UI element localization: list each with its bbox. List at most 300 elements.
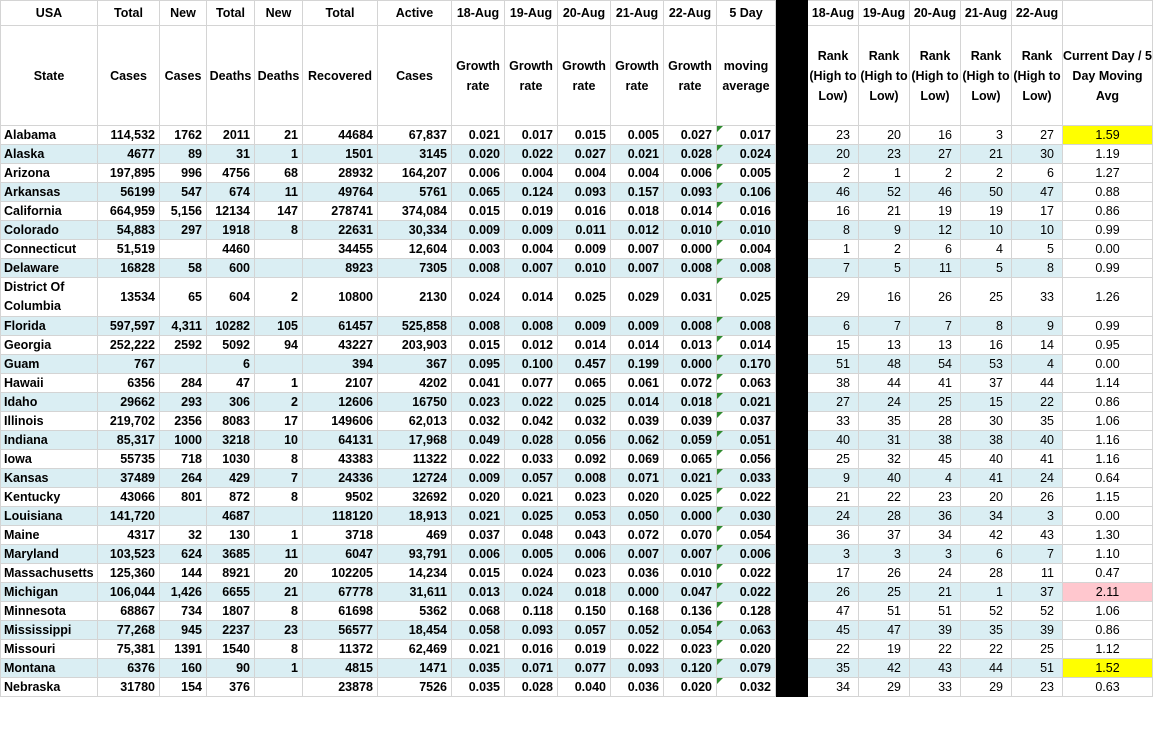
moving-average-cell[interactable]: 0.063 <box>717 374 776 393</box>
rank-cell[interactable]: 17 <box>1012 202 1063 221</box>
count-cell[interactable]: 1030 <box>207 450 255 469</box>
state-name-cell[interactable]: Maine <box>1 526 98 545</box>
count-cell[interactable]: 1807 <box>207 602 255 621</box>
ratio-cell[interactable]: 1.27 <box>1063 164 1153 183</box>
growth-rate-cell[interactable]: 0.014 <box>558 336 611 355</box>
ratio-cell[interactable]: 1.10 <box>1063 545 1153 564</box>
moving-average-cell[interactable]: 0.106 <box>717 183 776 202</box>
ratio-cell[interactable]: 0.86 <box>1063 393 1153 412</box>
count-cell[interactable]: 68867 <box>98 602 160 621</box>
moving-average-cell[interactable]: 0.020 <box>717 640 776 659</box>
rank-cell[interactable]: 23 <box>859 145 910 164</box>
count-cell[interactable]: 2237 <box>207 621 255 640</box>
header-cell[interactable]: Rank (High to Low) <box>1012 26 1063 126</box>
count-cell[interactable]: 8 <box>255 640 303 659</box>
count-cell[interactable]: 67,837 <box>378 126 452 145</box>
count-cell[interactable]: 2 <box>255 393 303 412</box>
count-cell[interactable]: 367 <box>378 355 452 374</box>
moving-average-cell[interactable]: 0.017 <box>717 126 776 145</box>
rank-cell[interactable]: 19 <box>961 202 1012 221</box>
rank-cell[interactable]: 46 <box>910 183 961 202</box>
growth-rate-cell[interactable]: 0.007 <box>664 545 717 564</box>
count-cell[interactable]: 58 <box>160 259 207 278</box>
growth-rate-cell[interactable]: 0.025 <box>558 393 611 412</box>
rank-cell[interactable]: 23 <box>910 488 961 507</box>
growth-rate-cell[interactable]: 0.008 <box>664 259 717 278</box>
count-cell[interactable]: 114,532 <box>98 126 160 145</box>
count-cell[interactable]: 4687 <box>207 507 255 526</box>
count-cell[interactable]: 8083 <box>207 412 255 431</box>
rank-cell[interactable]: 28 <box>910 412 961 431</box>
growth-rate-cell[interactable]: 0.072 <box>611 526 664 545</box>
header-cell[interactable]: Growth rate <box>505 26 558 126</box>
rank-cell[interactable]: 50 <box>961 183 1012 202</box>
count-cell[interactable]: 278741 <box>303 202 378 221</box>
rank-cell[interactable]: 27 <box>910 145 961 164</box>
count-cell[interactable]: 7 <box>255 469 303 488</box>
growth-rate-cell[interactable]: 0.015 <box>452 564 505 583</box>
rank-cell[interactable]: 34 <box>961 507 1012 526</box>
growth-rate-cell[interactable]: 0.000 <box>664 240 717 259</box>
growth-rate-cell[interactable]: 0.050 <box>611 507 664 526</box>
count-cell[interactable]: 34455 <box>303 240 378 259</box>
count-cell[interactable]: 284 <box>160 374 207 393</box>
count-cell[interactable]: 31,611 <box>378 583 452 602</box>
count-cell[interactable]: 20 <box>255 564 303 583</box>
rank-cell[interactable]: 9 <box>859 221 910 240</box>
count-cell[interactable]: 374,084 <box>378 202 452 221</box>
growth-rate-cell[interactable]: 0.023 <box>452 393 505 412</box>
ratio-cell[interactable]: 1.12 <box>1063 640 1153 659</box>
growth-rate-cell[interactable]: 0.010 <box>558 259 611 278</box>
rank-cell[interactable]: 25 <box>808 450 859 469</box>
rank-cell[interactable]: 26 <box>808 583 859 602</box>
count-cell[interactable]: 2356 <box>160 412 207 431</box>
growth-rate-cell[interactable]: 0.027 <box>664 126 717 145</box>
header-cell[interactable]: 22-Aug <box>664 1 717 26</box>
growth-rate-cell[interactable]: 0.157 <box>611 183 664 202</box>
count-cell[interactable]: 130 <box>207 526 255 545</box>
rank-cell[interactable]: 41 <box>1012 450 1063 469</box>
count-cell[interactable]: 624 <box>160 545 207 564</box>
rank-cell[interactable]: 2 <box>808 164 859 183</box>
growth-rate-cell[interactable]: 0.010 <box>664 221 717 240</box>
count-cell[interactable]: 8 <box>255 488 303 507</box>
growth-rate-cell[interactable]: 0.006 <box>452 164 505 183</box>
rank-cell[interactable]: 25 <box>910 393 961 412</box>
ratio-cell[interactable]: 1.19 <box>1063 145 1153 164</box>
ratio-cell[interactable]: 0.86 <box>1063 202 1153 221</box>
count-cell[interactable]: 3718 <box>303 526 378 545</box>
growth-rate-cell[interactable]: 0.018 <box>558 583 611 602</box>
moving-average-cell[interactable]: 0.056 <box>717 450 776 469</box>
rank-cell[interactable]: 51 <box>808 355 859 374</box>
state-name-cell[interactable]: Arizona <box>1 164 98 183</box>
header-cell[interactable]: Rank (High to Low) <box>910 26 961 126</box>
growth-rate-cell[interactable]: 0.007 <box>611 240 664 259</box>
growth-rate-cell[interactable]: 0.021 <box>452 126 505 145</box>
rank-cell[interactable]: 19 <box>910 202 961 221</box>
count-cell[interactable]: 1 <box>255 145 303 164</box>
count-cell[interactable]: 89 <box>160 145 207 164</box>
growth-rate-cell[interactable]: 0.000 <box>664 507 717 526</box>
count-cell[interactable]: 718 <box>160 450 207 469</box>
growth-rate-cell[interactable]: 0.095 <box>452 355 505 374</box>
rank-cell[interactable]: 36 <box>910 507 961 526</box>
growth-rate-cell[interactable]: 0.036 <box>611 564 664 583</box>
growth-rate-cell[interactable]: 0.025 <box>558 278 611 317</box>
rank-cell[interactable]: 27 <box>1012 126 1063 145</box>
state-name-cell[interactable]: Maryland <box>1 545 98 564</box>
growth-rate-cell[interactable]: 0.028 <box>505 431 558 450</box>
rank-cell[interactable]: 6 <box>1012 164 1063 183</box>
rank-cell[interactable]: 47 <box>1012 183 1063 202</box>
count-cell[interactable]: 30,334 <box>378 221 452 240</box>
growth-rate-cell[interactable]: 0.136 <box>664 602 717 621</box>
count-cell[interactable]: 61698 <box>303 602 378 621</box>
rank-cell[interactable]: 27 <box>808 393 859 412</box>
moving-average-cell[interactable]: 0.170 <box>717 355 776 374</box>
growth-rate-cell[interactable]: 0.015 <box>558 126 611 145</box>
growth-rate-cell[interactable]: 0.020 <box>611 488 664 507</box>
count-cell[interactable]: 6376 <box>98 659 160 678</box>
count-cell[interactable]: 31 <box>207 145 255 164</box>
count-cell[interactable]: 2107 <box>303 374 378 393</box>
count-cell[interactable]: 12724 <box>378 469 452 488</box>
growth-rate-cell[interactable]: 0.009 <box>558 317 611 336</box>
count-cell[interactable]: 11322 <box>378 450 452 469</box>
moving-average-cell[interactable]: 0.004 <box>717 240 776 259</box>
count-cell[interactable]: 11372 <box>303 640 378 659</box>
count-cell[interactable]: 9502 <box>303 488 378 507</box>
growth-rate-cell[interactable]: 0.040 <box>558 678 611 697</box>
rank-cell[interactable]: 22 <box>808 640 859 659</box>
count-cell[interactable]: 1,426 <box>160 583 207 602</box>
count-cell[interactable]: 469 <box>378 526 452 545</box>
growth-rate-cell[interactable]: 0.025 <box>505 507 558 526</box>
growth-rate-cell[interactable]: 0.061 <box>611 374 664 393</box>
growth-rate-cell[interactable]: 0.020 <box>452 145 505 164</box>
count-cell[interactable] <box>160 240 207 259</box>
rank-cell[interactable]: 13 <box>910 336 961 355</box>
rank-cell[interactable]: 7 <box>808 259 859 278</box>
growth-rate-cell[interactable]: 0.004 <box>505 240 558 259</box>
rank-cell[interactable]: 30 <box>961 412 1012 431</box>
count-cell[interactable]: 734 <box>160 602 207 621</box>
moving-average-cell[interactable]: 0.025 <box>717 278 776 317</box>
header-cell[interactable]: Growth rate <box>664 26 717 126</box>
count-cell[interactable]: 16828 <box>98 259 160 278</box>
rank-cell[interactable]: 16 <box>961 336 1012 355</box>
rank-cell[interactable]: 28 <box>859 507 910 526</box>
count-cell[interactable]: 1 <box>255 374 303 393</box>
growth-rate-cell[interactable]: 0.028 <box>505 678 558 697</box>
rank-cell[interactable]: 1 <box>961 583 1012 602</box>
moving-average-cell[interactable]: 0.128 <box>717 602 776 621</box>
ratio-cell[interactable]: 0.86 <box>1063 621 1153 640</box>
count-cell[interactable]: 1918 <box>207 221 255 240</box>
header-cell[interactable]: Deaths <box>207 26 255 126</box>
ratio-cell[interactable]: 1.06 <box>1063 602 1153 621</box>
moving-average-cell[interactable]: 0.008 <box>717 259 776 278</box>
moving-average-cell[interactable]: 0.030 <box>717 507 776 526</box>
count-cell[interactable]: 2130 <box>378 278 452 317</box>
count-cell[interactable]: 12606 <box>303 393 378 412</box>
count-cell[interactable]: 297 <box>160 221 207 240</box>
growth-rate-cell[interactable]: 0.056 <box>558 431 611 450</box>
count-cell[interactable]: 767 <box>98 355 160 374</box>
rank-cell[interactable]: 25 <box>1012 640 1063 659</box>
rank-cell[interactable]: 5 <box>859 259 910 278</box>
moving-average-cell[interactable]: 0.033 <box>717 469 776 488</box>
rank-cell[interactable]: 24 <box>910 564 961 583</box>
growth-rate-cell[interactable]: 0.021 <box>611 145 664 164</box>
count-cell[interactable]: 68 <box>255 164 303 183</box>
count-cell[interactable]: 3685 <box>207 545 255 564</box>
count-cell[interactable]: 293 <box>160 393 207 412</box>
count-cell[interactable]: 31780 <box>98 678 160 697</box>
rank-cell[interactable]: 7 <box>859 317 910 336</box>
count-cell[interactable]: 67778 <box>303 583 378 602</box>
count-cell[interactable]: 17 <box>255 412 303 431</box>
state-name-cell[interactable]: Massachusetts <box>1 564 98 583</box>
growth-rate-cell[interactable]: 0.124 <box>505 183 558 202</box>
growth-rate-cell[interactable]: 0.035 <box>452 678 505 697</box>
moving-average-cell[interactable]: 0.037 <box>717 412 776 431</box>
growth-rate-cell[interactable]: 0.008 <box>505 317 558 336</box>
header-cell[interactable]: Current Day / 5 Day Moving Avg <box>1063 26 1153 126</box>
rank-cell[interactable]: 8 <box>808 221 859 240</box>
header-cell[interactable]: New <box>255 1 303 26</box>
rank-cell[interactable]: 52 <box>1012 602 1063 621</box>
count-cell[interactable]: 118120 <box>303 507 378 526</box>
growth-rate-cell[interactable]: 0.042 <box>505 412 558 431</box>
header-cell[interactable]: Growth rate <box>452 26 505 126</box>
moving-average-cell[interactable]: 0.051 <box>717 431 776 450</box>
growth-rate-cell[interactable]: 0.054 <box>664 621 717 640</box>
count-cell[interactable]: 945 <box>160 621 207 640</box>
rank-cell[interactable]: 30 <box>1012 145 1063 164</box>
rank-cell[interactable]: 41 <box>910 374 961 393</box>
count-cell[interactable]: 43227 <box>303 336 378 355</box>
growth-rate-cell[interactable]: 0.016 <box>505 640 558 659</box>
growth-rate-cell[interactable]: 0.008 <box>664 317 717 336</box>
growth-rate-cell[interactable]: 0.012 <box>505 336 558 355</box>
count-cell[interactable]: 49764 <box>303 183 378 202</box>
count-cell[interactable]: 547 <box>160 183 207 202</box>
state-name-cell[interactable]: Montana <box>1 659 98 678</box>
growth-rate-cell[interactable]: 0.015 <box>452 336 505 355</box>
count-cell[interactable]: 801 <box>160 488 207 507</box>
rank-cell[interactable]: 4 <box>910 469 961 488</box>
rank-cell[interactable]: 24 <box>1012 469 1063 488</box>
rank-cell[interactable]: 2 <box>859 240 910 259</box>
rank-cell[interactable]: 52 <box>961 602 1012 621</box>
count-cell[interactable]: 664,959 <box>98 202 160 221</box>
header-cell[interactable]: Rank (High to Low) <box>859 26 910 126</box>
growth-rate-cell[interactable]: 0.059 <box>664 431 717 450</box>
count-cell[interactable]: 16750 <box>378 393 452 412</box>
moving-average-cell[interactable]: 0.022 <box>717 564 776 583</box>
count-cell[interactable]: 1471 <box>378 659 452 678</box>
moving-average-cell[interactable]: 0.021 <box>717 393 776 412</box>
growth-rate-cell[interactable]: 0.007 <box>611 259 664 278</box>
growth-rate-cell[interactable]: 0.032 <box>558 412 611 431</box>
rank-cell[interactable]: 54 <box>910 355 961 374</box>
count-cell[interactable]: 22631 <box>303 221 378 240</box>
count-cell[interactable]: 18,913 <box>378 507 452 526</box>
header-cell[interactable]: 22-Aug <box>1012 1 1063 26</box>
count-cell[interactable]: 23 <box>255 621 303 640</box>
rank-cell[interactable]: 37 <box>961 374 1012 393</box>
ratio-cell[interactable]: 1.16 <box>1063 431 1153 450</box>
state-name-cell[interactable]: Connecticut <box>1 240 98 259</box>
count-cell[interactable]: 43383 <box>303 450 378 469</box>
ratio-cell[interactable]: 0.99 <box>1063 317 1153 336</box>
rank-cell[interactable]: 40 <box>859 469 910 488</box>
count-cell[interactable]: 2011 <box>207 126 255 145</box>
growth-rate-cell[interactable]: 0.048 <box>505 526 558 545</box>
growth-rate-cell[interactable]: 0.006 <box>664 164 717 183</box>
rank-cell[interactable]: 25 <box>859 583 910 602</box>
growth-rate-cell[interactable]: 0.199 <box>611 355 664 374</box>
growth-rate-cell[interactable]: 0.168 <box>611 602 664 621</box>
header-cell[interactable]: Cases <box>98 26 160 126</box>
count-cell[interactable]: 4815 <box>303 659 378 678</box>
rank-cell[interactable]: 2 <box>961 164 1012 183</box>
count-cell[interactable]: 4677 <box>98 145 160 164</box>
state-name-cell[interactable]: Mississippi <box>1 621 98 640</box>
count-cell[interactable]: 197,895 <box>98 164 160 183</box>
ratio-cell[interactable]: 2.11 <box>1063 583 1153 602</box>
rank-cell[interactable]: 51 <box>859 602 910 621</box>
rank-cell[interactable]: 4 <box>961 240 1012 259</box>
growth-rate-cell[interactable]: 0.010 <box>664 564 717 583</box>
moving-average-cell[interactable]: 0.008 <box>717 317 776 336</box>
count-cell[interactable]: 8 <box>255 450 303 469</box>
growth-rate-cell[interactable]: 0.027 <box>558 145 611 164</box>
growth-rate-cell[interactable]: 0.017 <box>505 126 558 145</box>
growth-rate-cell[interactable]: 0.022 <box>505 145 558 164</box>
moving-average-cell[interactable]: 0.016 <box>717 202 776 221</box>
rank-cell[interactable]: 39 <box>1012 621 1063 640</box>
count-cell[interactable]: 6655 <box>207 583 255 602</box>
count-cell[interactable]: 6356 <box>98 374 160 393</box>
rank-cell[interactable]: 21 <box>910 583 961 602</box>
ratio-cell[interactable]: 1.52 <box>1063 659 1153 678</box>
count-cell[interactable]: 32 <box>160 526 207 545</box>
growth-rate-cell[interactable]: 0.029 <box>611 278 664 317</box>
rank-cell[interactable]: 43 <box>1012 526 1063 545</box>
count-cell[interactable]: 54,883 <box>98 221 160 240</box>
rank-cell[interactable]: 6 <box>961 545 1012 564</box>
rank-cell[interactable]: 44 <box>859 374 910 393</box>
growth-rate-cell[interactable]: 0.009 <box>505 221 558 240</box>
header-cell[interactable] <box>1063 1 1153 26</box>
count-cell[interactable]: 12,604 <box>378 240 452 259</box>
growth-rate-cell[interactable]: 0.020 <box>664 678 717 697</box>
count-cell[interactable]: 8921 <box>207 564 255 583</box>
count-cell[interactable]: 8923 <box>303 259 378 278</box>
ratio-cell[interactable]: 0.47 <box>1063 564 1153 583</box>
header-cell[interactable]: New <box>160 1 207 26</box>
count-cell[interactable]: 996 <box>160 164 207 183</box>
count-cell[interactable] <box>255 259 303 278</box>
growth-rate-cell[interactable]: 0.016 <box>558 202 611 221</box>
count-cell[interactable]: 8 <box>255 221 303 240</box>
growth-rate-cell[interactable]: 0.057 <box>505 469 558 488</box>
count-cell[interactable]: 5,156 <box>160 202 207 221</box>
count-cell[interactable]: 252,222 <box>98 336 160 355</box>
growth-rate-cell[interactable]: 0.007 <box>505 259 558 278</box>
growth-rate-cell[interactable]: 0.457 <box>558 355 611 374</box>
moving-average-cell[interactable]: 0.022 <box>717 488 776 507</box>
header-cell[interactable]: Recovered <box>303 26 378 126</box>
rank-cell[interactable]: 20 <box>808 145 859 164</box>
count-cell[interactable]: 21 <box>255 126 303 145</box>
rank-cell[interactable]: 12 <box>910 221 961 240</box>
count-cell[interactable]: 23878 <box>303 678 378 697</box>
state-name-cell[interactable]: Iowa <box>1 450 98 469</box>
header-cell[interactable]: 20-Aug <box>910 1 961 26</box>
count-cell[interactable]: 1540 <box>207 640 255 659</box>
count-cell[interactable]: 160 <box>160 659 207 678</box>
count-cell[interactable]: 103,523 <box>98 545 160 564</box>
count-cell[interactable]: 141,720 <box>98 507 160 526</box>
growth-rate-cell[interactable]: 0.004 <box>505 164 558 183</box>
state-name-cell[interactable]: Kansas <box>1 469 98 488</box>
header-cell[interactable]: Cases <box>378 26 452 126</box>
growth-rate-cell[interactable]: 0.093 <box>611 659 664 678</box>
rank-cell[interactable]: 5 <box>1012 240 1063 259</box>
growth-rate-cell[interactable]: 0.065 <box>664 450 717 469</box>
count-cell[interactable]: 429 <box>207 469 255 488</box>
count-cell[interactable]: 5092 <box>207 336 255 355</box>
header-cell[interactable]: 19-Aug <box>859 1 910 26</box>
count-cell[interactable]: 600 <box>207 259 255 278</box>
count-cell[interactable]: 306 <box>207 393 255 412</box>
rank-cell[interactable]: 38 <box>961 431 1012 450</box>
rank-cell[interactable]: 3 <box>1012 507 1063 526</box>
count-cell[interactable]: 1 <box>255 526 303 545</box>
state-name-cell[interactable]: Guam <box>1 355 98 374</box>
count-cell[interactable]: 203,903 <box>378 336 452 355</box>
count-cell[interactable]: 1000 <box>160 431 207 450</box>
rank-cell[interactable]: 33 <box>1012 278 1063 317</box>
growth-rate-cell[interactable]: 0.021 <box>452 507 505 526</box>
rank-cell[interactable]: 40 <box>808 431 859 450</box>
rank-cell[interactable]: 35 <box>961 621 1012 640</box>
count-cell[interactable]: 13534 <box>98 278 160 317</box>
growth-rate-cell[interactable]: 0.003 <box>452 240 505 259</box>
growth-rate-cell[interactable]: 0.070 <box>664 526 717 545</box>
rank-cell[interactable]: 34 <box>910 526 961 545</box>
growth-rate-cell[interactable]: 0.023 <box>664 640 717 659</box>
growth-rate-cell[interactable]: 0.000 <box>664 355 717 374</box>
header-cell[interactable]: 5 Day <box>717 1 776 26</box>
growth-rate-cell[interactable]: 0.093 <box>664 183 717 202</box>
count-cell[interactable]: 43066 <box>98 488 160 507</box>
rank-cell[interactable]: 24 <box>859 393 910 412</box>
growth-rate-cell[interactable]: 0.009 <box>611 317 664 336</box>
header-cell[interactable]: 18-Aug <box>452 1 505 26</box>
header-cell[interactable]: 21-Aug <box>611 1 664 26</box>
rank-cell[interactable]: 5 <box>961 259 1012 278</box>
moving-average-cell[interactable]: 0.024 <box>717 145 776 164</box>
count-cell[interactable]: 5362 <box>378 602 452 621</box>
count-cell[interactable]: 149606 <box>303 412 378 431</box>
growth-rate-cell[interactable]: 0.013 <box>664 336 717 355</box>
